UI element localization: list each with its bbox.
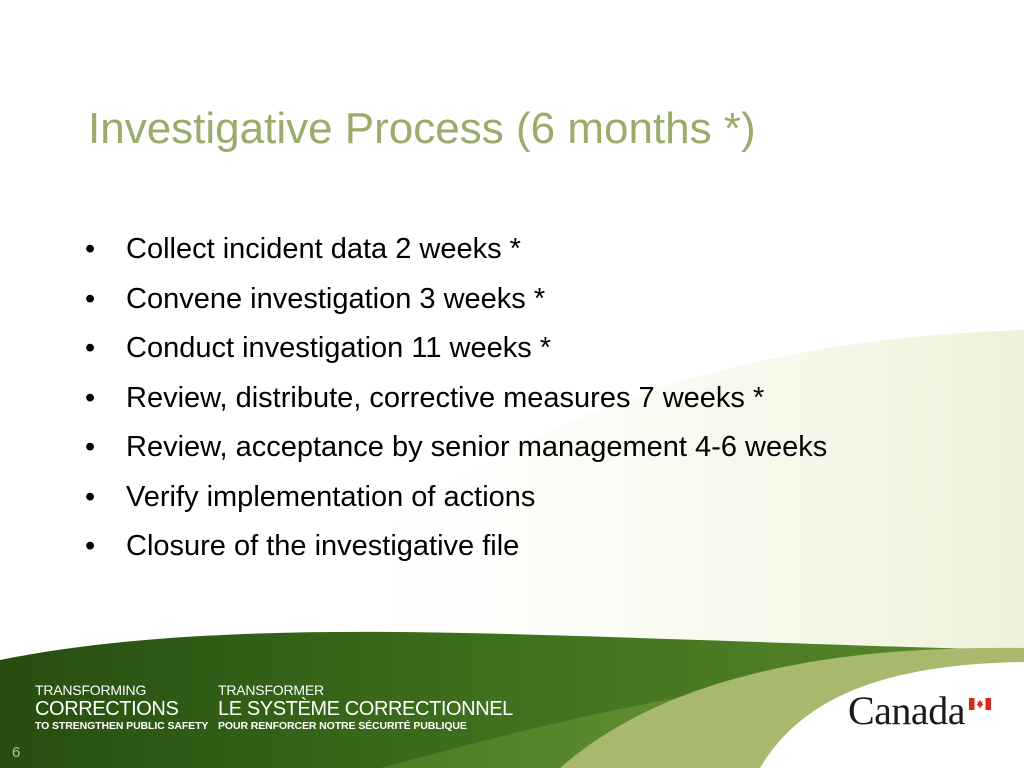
footer-fr-tagline: POUR RENFORCER NOTRE SÉCURITÉ PUBLIQUE <box>218 720 467 732</box>
bullet-text: Review, distribute, corrective measures 7 weeks * <box>126 381 765 414</box>
page-number: 6 <box>12 744 21 761</box>
bullet-marker: • <box>85 233 96 265</box>
canada-flag-icon <box>969 698 991 710</box>
bullet-text: Review, acceptance by senior management 4-6 weeks <box>126 431 828 463</box>
slide-title: Investigative Process (6 months *) <box>88 104 756 153</box>
footer-en-tagline: TO STRENGTHEN PUBLIC SAFETY <box>35 720 209 732</box>
list-item <box>85 426 827 476</box>
list-item <box>85 278 827 328</box>
list-item <box>85 327 827 377</box>
bullet-text: Collect incident data 2 weeks * <box>126 233 521 265</box>
bullet-marker: • <box>85 431 96 463</box>
list-item <box>85 476 827 526</box>
bullet-text: Closure of the investigative file <box>126 530 520 562</box>
list-item <box>85 228 827 278</box>
bullet-marker: • <box>85 332 96 364</box>
canada-wordmark: Canada <box>848 688 965 733</box>
bullet-marker: • <box>85 282 96 315</box>
footer-en-line1: TRANSFORMING <box>35 682 147 698</box>
bullet-text: Convene investigation 3 weeks * <box>126 282 546 315</box>
bullet-list <box>85 228 827 575</box>
footer-english-branding <box>35 683 208 732</box>
bullet-text: Verify implementation of actions <box>126 480 536 513</box>
bullet-marker: • <box>85 480 96 513</box>
footer-french-branding <box>218 683 513 732</box>
bullet-marker: • <box>85 530 96 562</box>
list-item <box>85 525 827 575</box>
footer-fr-line1: TRANSFORMER <box>218 682 324 698</box>
bullet-text: Conduct investigation 11 weeks * <box>126 332 552 364</box>
footer-en-line2: CORRECTIONS <box>35 698 179 720</box>
footer-fr-line2: LE SYSTÈME CORRECTIONNEL <box>218 698 513 720</box>
list-item <box>85 377 827 427</box>
bullet-marker: • <box>85 381 96 414</box>
